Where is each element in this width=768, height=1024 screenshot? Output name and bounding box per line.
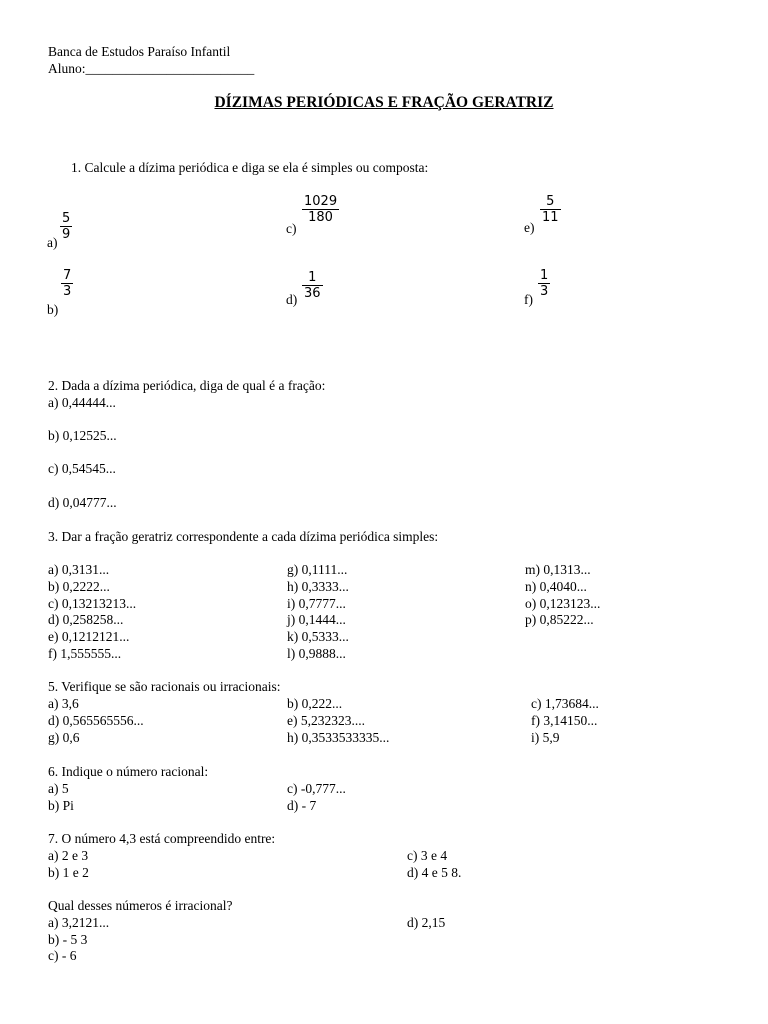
q7-item: d) 4 e 5 8. — [407, 865, 462, 880]
fraction-numerator: 1029 — [304, 194, 338, 209]
fraction — [302, 270, 323, 301]
q3-prompt: 3. Dar a fração geratriz correspondente a cada dízima periódica simples: — [48, 529, 439, 544]
fraction — [538, 268, 550, 299]
q2-item: a) 0,44444... — [48, 395, 116, 410]
student-name-line: Aluno:_________________________ — [48, 61, 255, 76]
page-title: DÍZIMAS PERIÓDICAS E FRAÇÃO GERATRIZ — [214, 94, 554, 111]
q1-item-label: c) — [286, 221, 297, 236]
q5-item: g) 0,6 — [48, 730, 80, 745]
fraction-numerator: 1 — [308, 270, 317, 285]
q3-item: l) 0,9888... — [287, 646, 346, 661]
school-name: Banca de Estudos Paraíso Infantil — [48, 44, 231, 59]
q3-item: c) 0,13213213... — [48, 596, 137, 611]
fraction-denominator: 9 — [62, 227, 71, 242]
q5-item: d) 0,565565556... — [48, 713, 144, 728]
q3-item: m) 0,1313... — [525, 562, 591, 577]
q3-item: g) 0,1111... — [287, 562, 348, 577]
q8-item: d) 2,15 — [407, 915, 446, 930]
q3-item: n) 0,4040... — [525, 579, 587, 594]
q1-item-label: a) — [47, 235, 58, 250]
q6-item: c) -0,777... — [287, 781, 346, 796]
q5-prompt: 5. Verifique se são racionais ou irracionais: — [48, 679, 281, 694]
q5-item: i) 5,9 — [531, 730, 560, 745]
q8-item: c) - 6 — [48, 948, 77, 963]
q5-item: b) 0,222... — [287, 696, 343, 711]
fraction — [61, 268, 73, 299]
fraction-numerator: 7 — [63, 268, 72, 283]
fraction-denominator: 180 — [302, 209, 339, 225]
fraction-numerator: 1 — [540, 268, 549, 283]
fraction-numerator: 5 — [546, 194, 555, 209]
q8-item: a) 3,2121... — [48, 915, 110, 930]
fraction-denominator: 3 — [540, 284, 549, 299]
fraction — [540, 194, 561, 225]
fraction-numerator: 5 — [62, 211, 71, 226]
q6-item: b) Pi — [48, 798, 74, 813]
q5-item: e) 5,232323.... — [287, 713, 365, 728]
q3-item: k) 0,5333... — [287, 629, 349, 644]
q3-item: o) 0,123123... — [525, 596, 601, 611]
q6-item: a) 5 — [48, 781, 69, 796]
fraction-denominator: 3 — [63, 284, 72, 299]
q2-item: c) 0,54545... — [48, 461, 116, 476]
q3-item: i) 0,7777... — [287, 596, 346, 611]
q1-item-label: d) — [286, 292, 298, 307]
q1-item-label: f) — [524, 292, 533, 307]
q6-item: d) - 7 — [287, 798, 317, 813]
fraction — [60, 211, 72, 242]
q5-item: c) 1,73684... — [531, 696, 599, 711]
q7-prompt: 7. O número 4,3 está compreendido entre: — [48, 831, 276, 846]
q3-item: j) 0,1444... — [287, 612, 346, 627]
q1-item-label: e) — [524, 220, 535, 235]
q3-item: a) 0,3131... — [48, 562, 110, 577]
fraction-denominator: 11 — [542, 210, 559, 225]
q3-item: b) 0,2222... — [48, 579, 110, 594]
q8-item: b) - 5 3 — [48, 932, 88, 947]
q7-item: c) 3 e 4 — [407, 848, 448, 863]
q3-item: h) 0,3333... — [287, 579, 349, 594]
q2-item: d) 0,04777... — [48, 495, 117, 510]
q5-item: f) 3,14150... — [531, 713, 598, 728]
q3-item: f) 1,555555... — [48, 646, 122, 661]
q2-prompt: 2. Dada a dízima periódica, diga de qual é a fração: — [48, 378, 326, 393]
q5-item: a) 3,6 — [48, 696, 79, 711]
q1-item-label: b) — [47, 302, 59, 317]
fraction-denominator: 36 — [304, 286, 321, 301]
q7-item: b) 1 e 2 — [48, 865, 89, 880]
q6-prompt: 6. Indique o número racional: — [48, 764, 209, 779]
fraction — [302, 194, 339, 225]
q8-prompt: Qual desses números é irracional? — [48, 898, 233, 913]
q3-item: p) 0,85222... — [525, 612, 594, 627]
q7-item: a) 2 e 3 — [48, 848, 89, 863]
q3-item: d) 0,258258... — [48, 612, 124, 627]
q3-item: e) 0,1212121... — [48, 629, 130, 644]
q1-prompt: 1. Calcule a dízima periódica e diga se ela é simples ou composta: — [71, 160, 429, 175]
q2-item: b) 0,12525... — [48, 428, 117, 443]
q5-item: h) 0,3533533335... — [287, 730, 390, 745]
